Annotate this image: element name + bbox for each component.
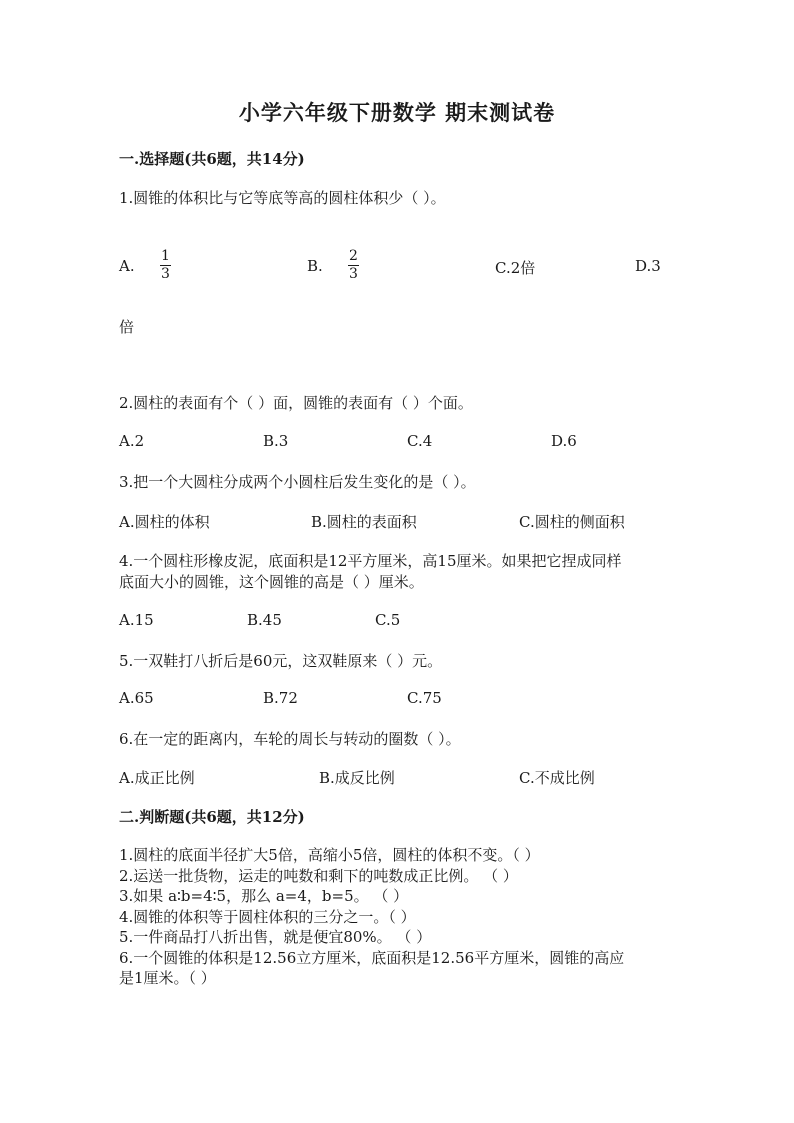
- q1-option-a-fraction: [160, 249, 171, 282]
- judgement-item-6-line2: 是1厘米。（ ）: [119, 969, 216, 987]
- judgement-item-5: 5.一件商品打八折出售，就是便宜80%。 （ ）: [119, 928, 432, 946]
- judgement-item-3: 3.如果 a∶b=4∶5，那么 a=4，b=5。 （ ）: [119, 887, 409, 905]
- q3-option-b: B.圆柱的表面积: [311, 513, 417, 531]
- question-1-stem: 1.圆锥的体积比与它等底等高的圆柱体积少（ ）。: [119, 189, 446, 207]
- q2-option-d: D.6: [551, 432, 577, 450]
- fraction-numerator: 1: [161, 248, 170, 264]
- question-3-stem: 3.把一个大圆柱分成两个小圆柱后发生变化的是（ ）。: [119, 473, 476, 491]
- q5-option-b: B.72: [263, 689, 298, 707]
- q4-option-c: C.5: [375, 611, 401, 629]
- fraction-numerator: 2: [349, 248, 358, 264]
- q2-option-c: C.4: [407, 432, 433, 450]
- judgement-item-4: 4.圆锥的体积等于圆柱体积的三分之一。（ ）: [119, 907, 416, 926]
- question-6-stem: 6.在一定的距离内，车轮的周长与转动的圈数（ ）。: [119, 730, 461, 748]
- q1-option-c: C.2倍: [495, 259, 536, 277]
- q1-option-d: D.3: [635, 257, 661, 275]
- judgement-item-6-line1: 6.一个圆锥的体积是12.56立方厘米，底面积是12.56平方厘米，圆锥的高应: [119, 948, 625, 967]
- fraction-denominator: 3: [161, 266, 170, 282]
- question-5-stem: 5.一双鞋打八折后是60元，这双鞋原来（ ）元。: [119, 652, 443, 670]
- q6-option-b: B.成反比例: [319, 769, 395, 787]
- q6-option-c: C.不成比例: [519, 769, 595, 787]
- question-4-stem-line1: 4.一个圆柱形橡皮泥，底面积是12平方厘米，高15厘米。如果把它捏成同样: [119, 552, 622, 570]
- page-title: 小学六年级下册数学 期末测试卷: [238, 100, 556, 125]
- q2-option-b: B.3: [263, 432, 289, 450]
- q3-option-c: C.圆柱的侧面积: [519, 513, 625, 531]
- q6-option-a: A.成正比例: [119, 769, 195, 787]
- question-4-stem-line2: 底面大小的圆锥，这个圆锥的高是（ ）厘米。: [119, 573, 424, 591]
- judgement-list: [119, 845, 624, 989]
- q1-option-b-label: B.: [307, 257, 323, 275]
- question-2-stem: 2.圆柱的表面有个（ ）面，圆锥的表面有（ ）个面。: [119, 394, 473, 412]
- q1-option-a-label: A.: [119, 257, 135, 275]
- q1-option-b-fraction: [348, 249, 359, 282]
- q1-option-d-continued: 倍: [119, 318, 135, 336]
- section-heading-choice: 一.选择题(共6题，共14分): [119, 150, 305, 168]
- fraction-denominator: 3: [349, 266, 358, 282]
- q4-option-b: B.45: [247, 611, 282, 629]
- judgement-item-2: 2.运送一批货物，运走的吨数和剩下的吨数成正比例。 （ ）: [119, 866, 518, 885]
- judgement-item-1: 1.圆柱的底面半径扩大5倍，高缩小5倍，圆柱的体积不变。（ ）: [119, 846, 540, 864]
- q3-option-a: A.圆柱的体积: [119, 513, 210, 531]
- section-heading-judgement: 二.判断题(共6题，共12分): [119, 808, 305, 826]
- q5-option-a: A.65: [119, 689, 154, 707]
- q4-option-a: A.15: [119, 611, 154, 629]
- q5-option-c: C.75: [407, 689, 442, 707]
- q2-option-a: A.2: [119, 432, 145, 450]
